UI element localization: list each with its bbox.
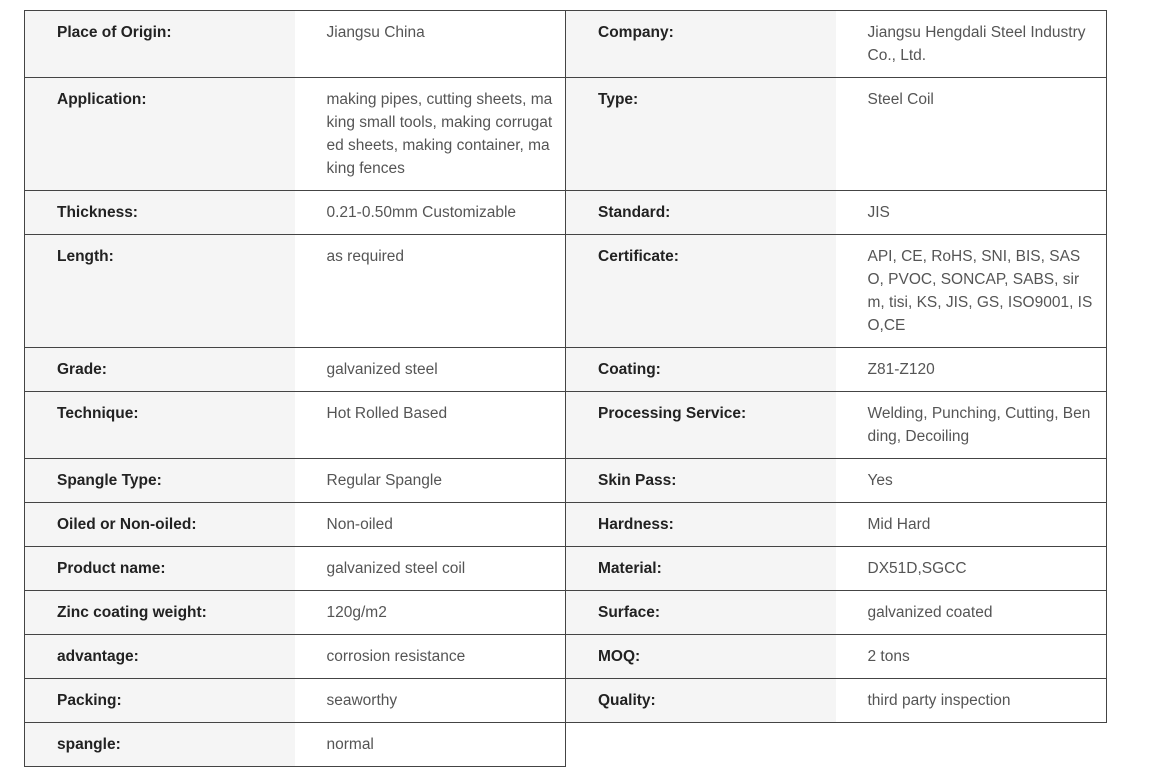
- spec-label: Type:: [566, 78, 836, 191]
- spec-label: Processing Service:: [566, 392, 836, 459]
- spec-value: 2 tons: [836, 635, 1107, 679]
- spec-value: third party inspection: [836, 679, 1107, 723]
- empty-cell: [566, 723, 1107, 767]
- spec-label: Spangle Type:: [25, 459, 295, 503]
- spec-value: Yes: [836, 459, 1107, 503]
- spec-row: [25, 591, 1107, 635]
- spec-row: [25, 547, 1107, 591]
- spec-row: [25, 635, 1107, 679]
- spec-label: Grade:: [25, 348, 295, 392]
- spec-value: galvanized steel: [295, 348, 566, 392]
- spec-value: normal: [295, 723, 566, 767]
- spec-label: spangle:: [25, 723, 295, 767]
- spec-value: Regular Spangle: [295, 459, 566, 503]
- spec-value: 120g/m2: [295, 591, 566, 635]
- spec-label: Length:: [25, 235, 295, 348]
- spec-label: MOQ:: [566, 635, 836, 679]
- spec-value: Hot Rolled Based: [295, 392, 566, 459]
- spec-value: Jiangsu Hengdali Steel Industry Co., Ltd.: [836, 11, 1107, 78]
- spec-value: seaworthy: [295, 679, 566, 723]
- spec-row: [25, 392, 1107, 459]
- spec-label: Company:: [566, 11, 836, 78]
- spec-row: [25, 679, 1107, 723]
- spec-value: Z81-Z120: [836, 348, 1107, 392]
- spec-label: Product name:: [25, 547, 295, 591]
- spec-value: galvanized steel coil: [295, 547, 566, 591]
- spec-row: [25, 11, 1107, 78]
- spec-value: Non-oiled: [295, 503, 566, 547]
- spec-value: Welding, Punching, Cutting, Bending, Decoiling: [836, 392, 1107, 459]
- spec-value: JIS: [836, 191, 1107, 235]
- spec-label: Place of Origin:: [25, 11, 295, 78]
- spec-label: Technique:: [25, 392, 295, 459]
- spec-label: Hardness:: [566, 503, 836, 547]
- spec-table-body: [25, 11, 1107, 767]
- spec-value: DX51D,SGCC: [836, 547, 1107, 591]
- spec-value: Jiangsu China: [295, 11, 566, 78]
- spec-value: as required: [295, 235, 566, 348]
- spec-value: corrosion resistance: [295, 635, 566, 679]
- spec-label: Surface:: [566, 591, 836, 635]
- spec-row: [25, 348, 1107, 392]
- spec-value: 0.21-0.50mm Customizable: [295, 191, 566, 235]
- spec-row: [25, 191, 1107, 235]
- spec-row: [25, 78, 1107, 191]
- spec-value: API, CE, RoHS, SNI, BIS, SASO, PVOC, SONCAP, SABS, sirm, tisi, KS, JIS, GS, ISO9001, ISO,CE: [836, 235, 1107, 348]
- spec-label: Packing:: [25, 679, 295, 723]
- spec-value: galvanized coated: [836, 591, 1107, 635]
- spec-label: advantage:: [25, 635, 295, 679]
- spec-row: [25, 503, 1107, 547]
- spec-label: Coating:: [566, 348, 836, 392]
- spec-label: Skin Pass:: [566, 459, 836, 503]
- spec-label: Application:: [25, 78, 295, 191]
- spec-label: Standard:: [566, 191, 836, 235]
- spec-row: [25, 459, 1107, 503]
- spec-table: [24, 10, 1107, 767]
- spec-label: Zinc coating weight:: [25, 591, 295, 635]
- spec-label: Material:: [566, 547, 836, 591]
- spec-value: Mid Hard: [836, 503, 1107, 547]
- spec-row: [25, 235, 1107, 348]
- spec-label: Thickness:: [25, 191, 295, 235]
- spec-value: Steel Coil: [836, 78, 1107, 191]
- spec-label: Certificate:: [566, 235, 836, 348]
- spec-label: Oiled or Non-oiled:: [25, 503, 295, 547]
- spec-value: making pipes, cutting sheets, making small tools, making corrugated sheets, making container, making fences: [295, 78, 566, 191]
- spec-label: Quality:: [566, 679, 836, 723]
- spec-row: [25, 723, 1107, 767]
